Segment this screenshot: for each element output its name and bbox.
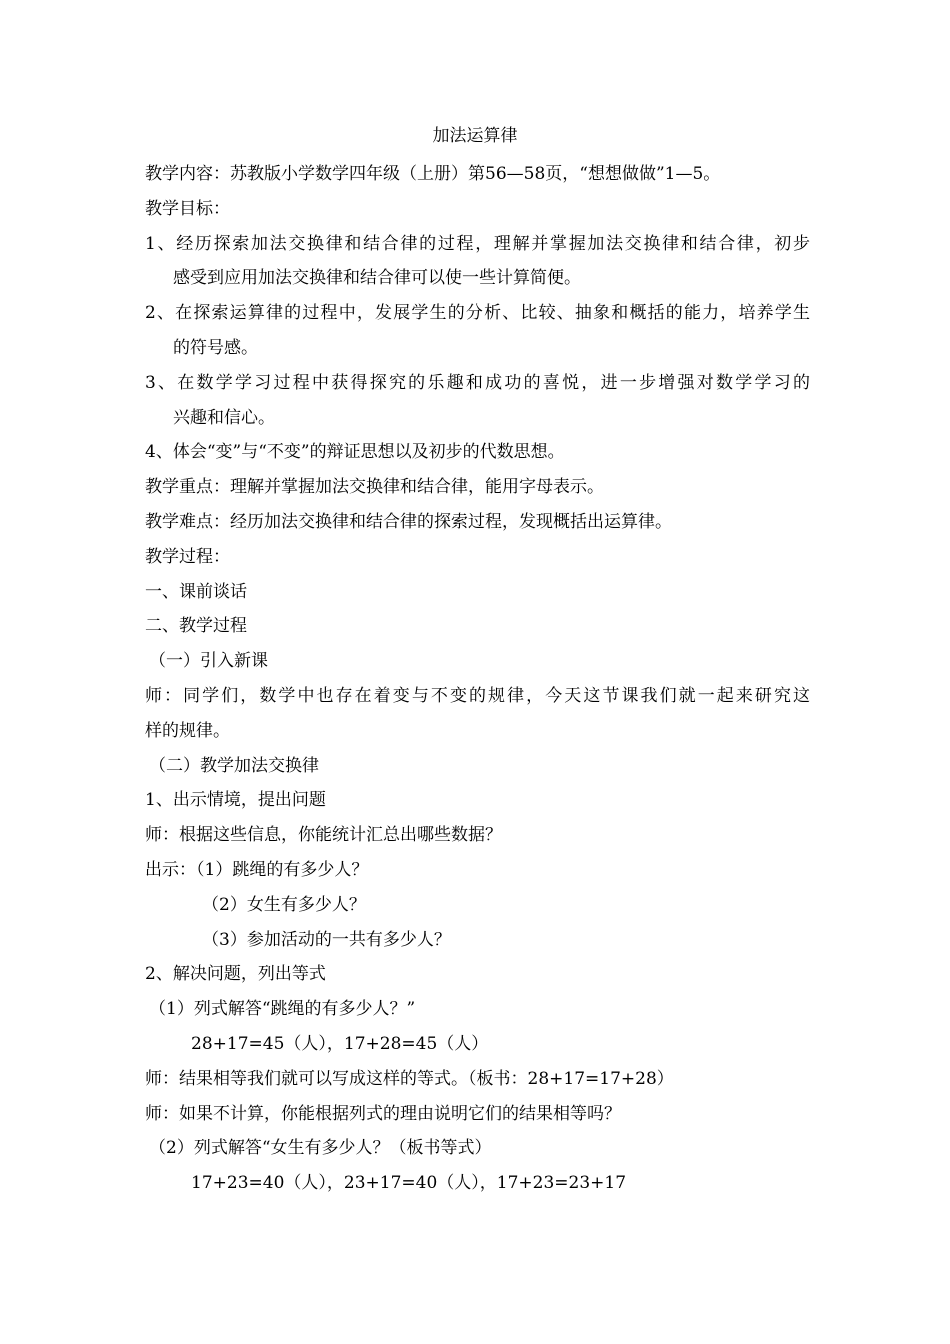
key-points-line: 教学重点：理解并掌握加法交换律和结合律，能用字母表示。 (145, 477, 604, 498)
answer-1-heading: （1）列式解答“跳绳的有多少人？” (149, 999, 416, 1020)
goal-3-line-1: 3、在数学学习过程中获得探究的乐趣和成功的喜悦，进一步增强对数学学习的 (145, 372, 810, 393)
subsection-1-heading: （一）引入新课 (149, 651, 268, 672)
answer-2-heading: （2）列式解答“女生有多少人？（板书等式） (149, 1138, 492, 1159)
process-heading: 教学过程： (145, 546, 230, 567)
teacher-reason-question: 师：如果不计算，你能根据列式的理由说明它们的结果相等吗？ (145, 1103, 621, 1124)
document-title: 加法运算律 (432, 126, 518, 146)
equation-2: 17+23=40（人），23+17=40（人），17+23=23+17 (191, 1173, 627, 1194)
show-question-1: 出示：（1）跳绳的有多少人？ (145, 859, 369, 880)
subsection-2-heading: （二）教学加法交换律 (149, 755, 319, 776)
goal-4-line: 4、体会“变”与“不变”的辩证思想以及初步的代数思想。 (145, 442, 565, 463)
section-2-heading: 二、教学过程 (145, 616, 247, 637)
section-1-heading: 一、课前谈话 (145, 581, 247, 602)
show-question-2: （2）女生有多少人？ (202, 894, 366, 915)
difficulties-line: 教学难点：经历加法交换律和结合律的探索过程，发现概括出运算律。 (145, 511, 672, 532)
teacher-question-line: 师：根据这些信息，你能统计汇总出哪些数据？ (145, 825, 502, 846)
teaching-content-line: 教学内容：苏教版小学数学四年级（上册）第56—58页，“想想做做”1—5。 (145, 164, 721, 184)
goal-1-line-1: 1、经历探索加法交换律和结合律的过程，理解并掌握加法交换律和结合律，初步 (145, 233, 810, 254)
equation-1: 28+17=45（人），17+28=45（人） (191, 1033, 489, 1054)
step-2-heading: 2、解决问题，列出等式 (145, 964, 326, 985)
show-question-3: （3）参加活动的一共有多少人？ (202, 929, 451, 950)
goal-2-line-2: 的符号感。 (173, 337, 258, 358)
goal-2-line-1: 2、在探索运算律的过程中，发展学生的分析、比较、抽象和概括的能力，培养学生 (145, 303, 810, 324)
teacher-intro-line-1: 师：同学们，数学中也存在着变与不变的规律，今天这节课我们就一起来研究这 (145, 685, 810, 706)
teaching-goals-heading: 教学目标： (145, 198, 230, 219)
step-1-heading: 1、出示情境，提出问题 (145, 790, 326, 811)
goal-1-line-2: 感受到应用加法交换律和结合律可以使一些计算简便。 (173, 268, 581, 289)
teacher-intro-line-2: 样的规律。 (145, 720, 230, 741)
goal-3-line-2: 兴趣和信心。 (173, 407, 275, 428)
teacher-equation-note: 师：结果相等我们就可以写成这样的等式。（板书：28+17=17+28） (145, 1068, 674, 1089)
document-body (145, 157, 810, 1201)
